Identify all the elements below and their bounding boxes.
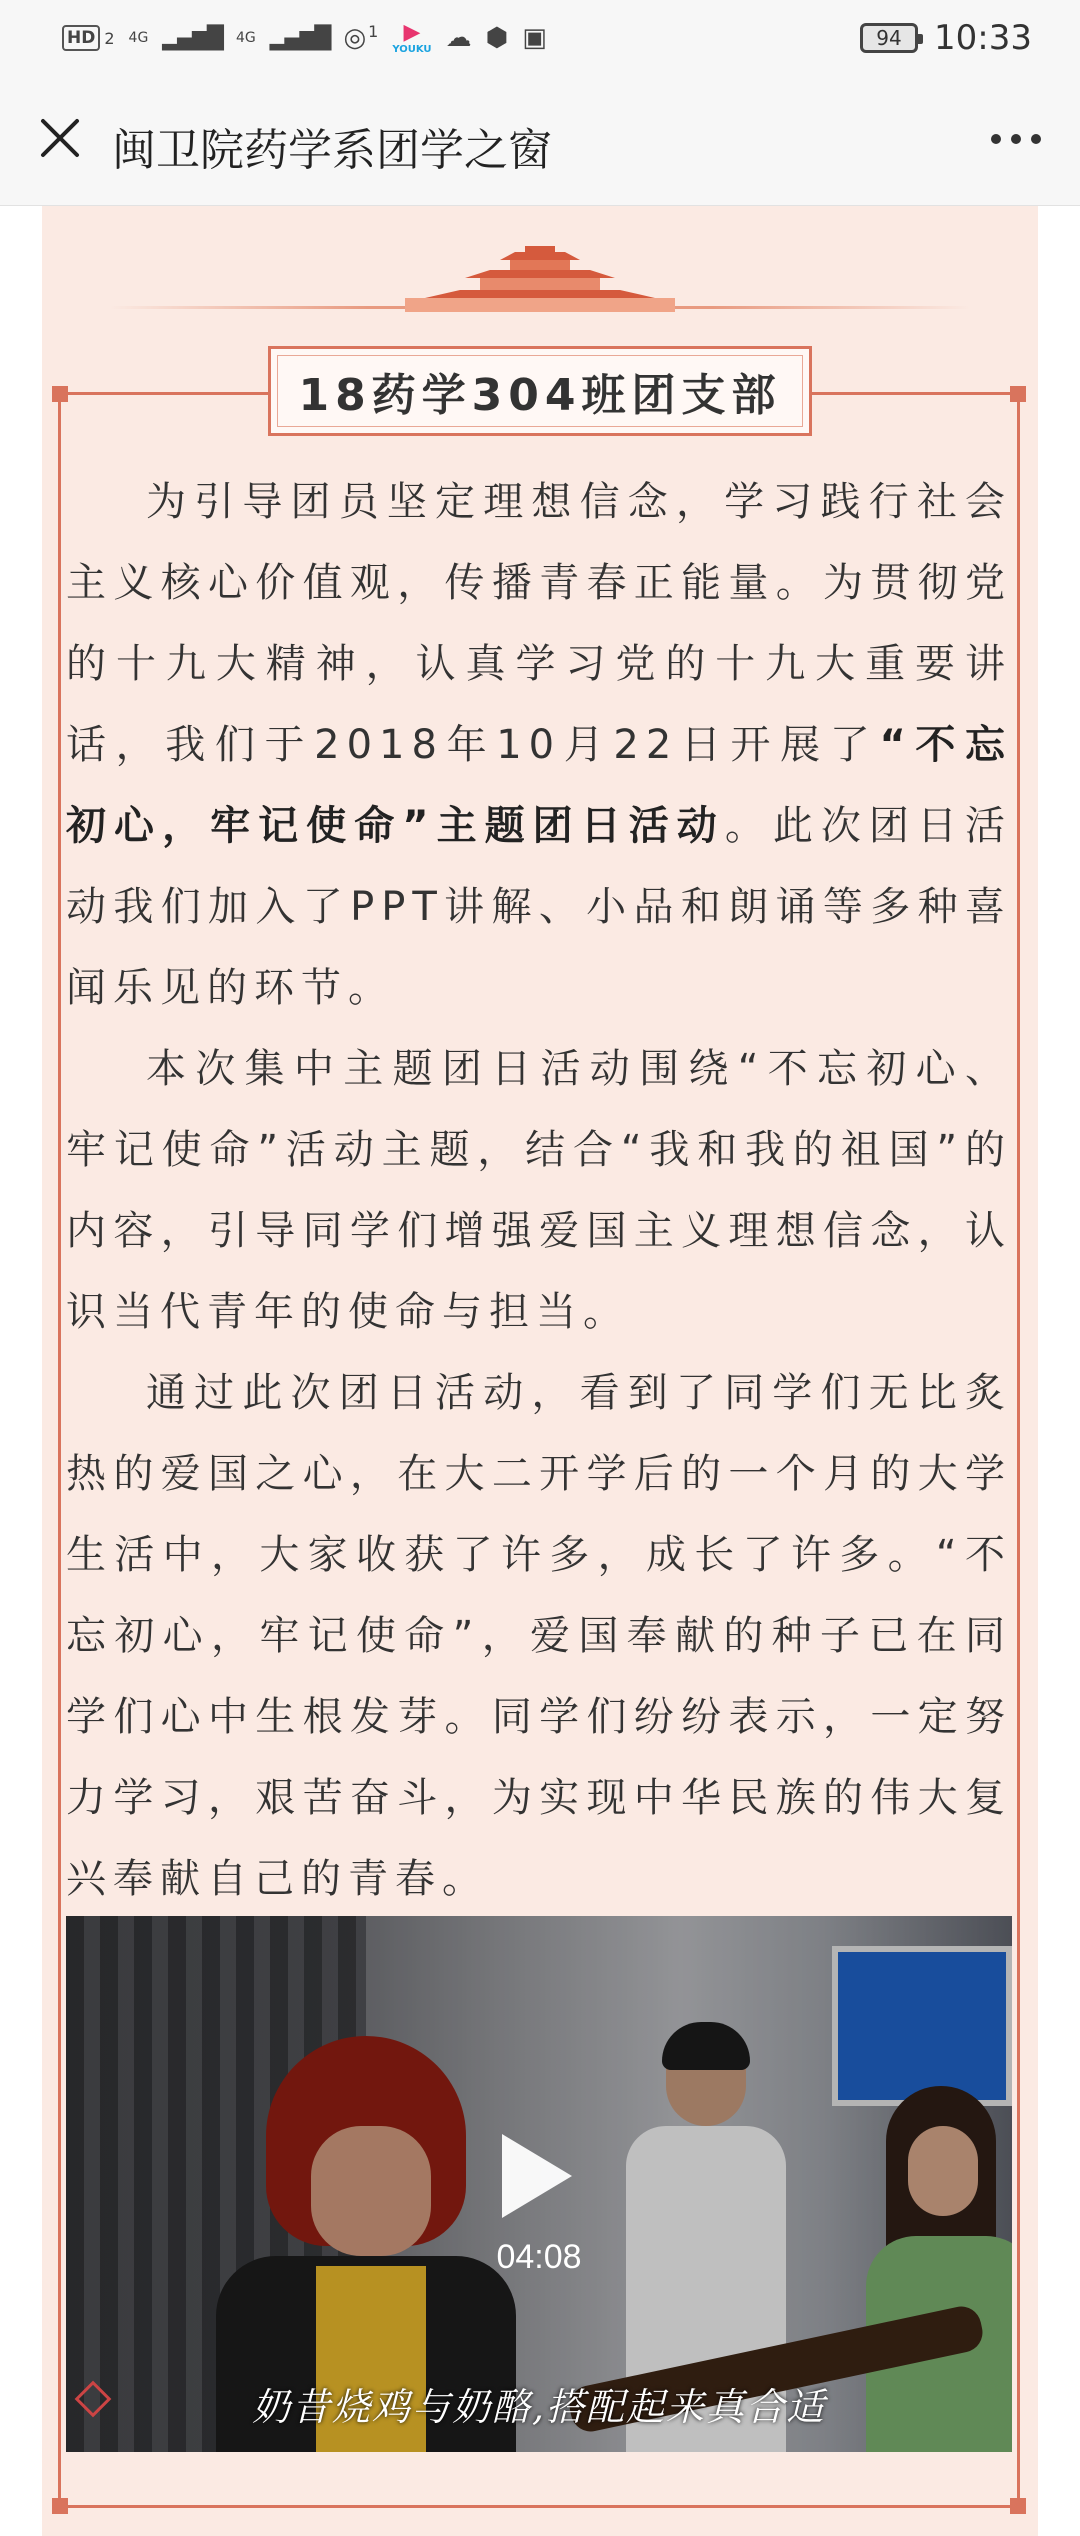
frame-corner: [52, 386, 68, 402]
youku-app-icon: ▶ YOUKU: [392, 19, 432, 55]
status-icons-left: [62, 19, 547, 55]
status-icons-right: [860, 18, 1032, 58]
video-subtitle: 奶昔烧鸡与奶酪,搭配起来真合适: [251, 2385, 827, 2429]
frame-corner: [1010, 386, 1026, 402]
more-button[interactable]: [986, 114, 1046, 164]
video-player[interactable]: [66, 1916, 1012, 2452]
notification-count: 1: [368, 21, 379, 41]
paragraph-2: 本次集中主题团日活动围绕“不忘初心、牢记使命”活动主题，结合“我和我的祖国”的内容，引导同学们增强爱国主义理想信念，认识当代青年的使命与担当。: [66, 1046, 1012, 1335]
cloud-icon: ☁: [445, 23, 472, 53]
page-title: 闽卫院药学系团学之窗: [112, 125, 552, 176]
article-content: [66, 462, 1012, 1920]
paragraph-1-text-end: 。此次团日活动我们加入了PPT讲解、小品和朗诵等多种喜闻乐见的环节。: [66, 803, 1012, 1011]
frame-corner: [1010, 2498, 1026, 2514]
section-title: 18药学304班团支部: [298, 370, 782, 421]
sim-number: 2: [104, 28, 115, 48]
network-label-2: 4G: [235, 30, 256, 46]
page-margin-right: [1038, 206, 1080, 2536]
battery-icon: 94: [860, 23, 918, 53]
nav-bar: [0, 76, 1080, 206]
network-label-1: 4G: [128, 30, 149, 46]
page-margin-left: [0, 206, 42, 2536]
signal-icon: ▂▄▆█: [162, 25, 222, 51]
youku-label: YOUKU: [392, 43, 432, 55]
status-bar: [0, 0, 1080, 76]
paragraph-1-text: 为引导团员坚定理想信念，学习践行社会主义核心价值观，传播青春正能量。为贯彻党的十九大精神，认真学习党的十九大重要讲话，我们于2018年10月22日开展了: [66, 479, 1012, 768]
more-icon-dot: [1031, 134, 1041, 144]
paragraph-1-highlight: “不忘初心，牢记使命”主题团日活动: [66, 722, 1013, 849]
palace-icon: [405, 246, 675, 312]
huawei-icon: ▣: [522, 23, 547, 53]
hd-icon: HD: [62, 25, 100, 51]
paragraph-3: 通过此次团日活动，看到了同学们无比炙热的爱国之心，在大二开学后的一个月的大学生活中，大家收获了许多，成长了许多。“不忘初心，牢记使命”，爱国奉献的种子已在同学们心中生根发芽。同学们纷纷表示，一定努力学习，艰苦奋斗，为实现中华民族的伟大复兴奉献自己的青春。: [66, 1370, 1012, 1902]
clock: 10:33: [934, 18, 1032, 58]
section-title-box: [268, 346, 812, 436]
play-icon[interactable]: [502, 2134, 572, 2218]
more-icon-dot: [991, 134, 1001, 144]
close-button[interactable]: [30, 108, 90, 168]
hotspot-icon: ◎: [343, 23, 367, 53]
close-icon: [39, 117, 81, 159]
app-icon: ⬢: [485, 23, 509, 53]
more-icon-dot: [1011, 134, 1021, 144]
signal-icon-2: ▂▄▆█: [269, 25, 330, 51]
paragraph-1: [66, 462, 1012, 1029]
video-duration: 04:08: [496, 2238, 582, 2276]
frame-corner: [52, 2498, 68, 2514]
